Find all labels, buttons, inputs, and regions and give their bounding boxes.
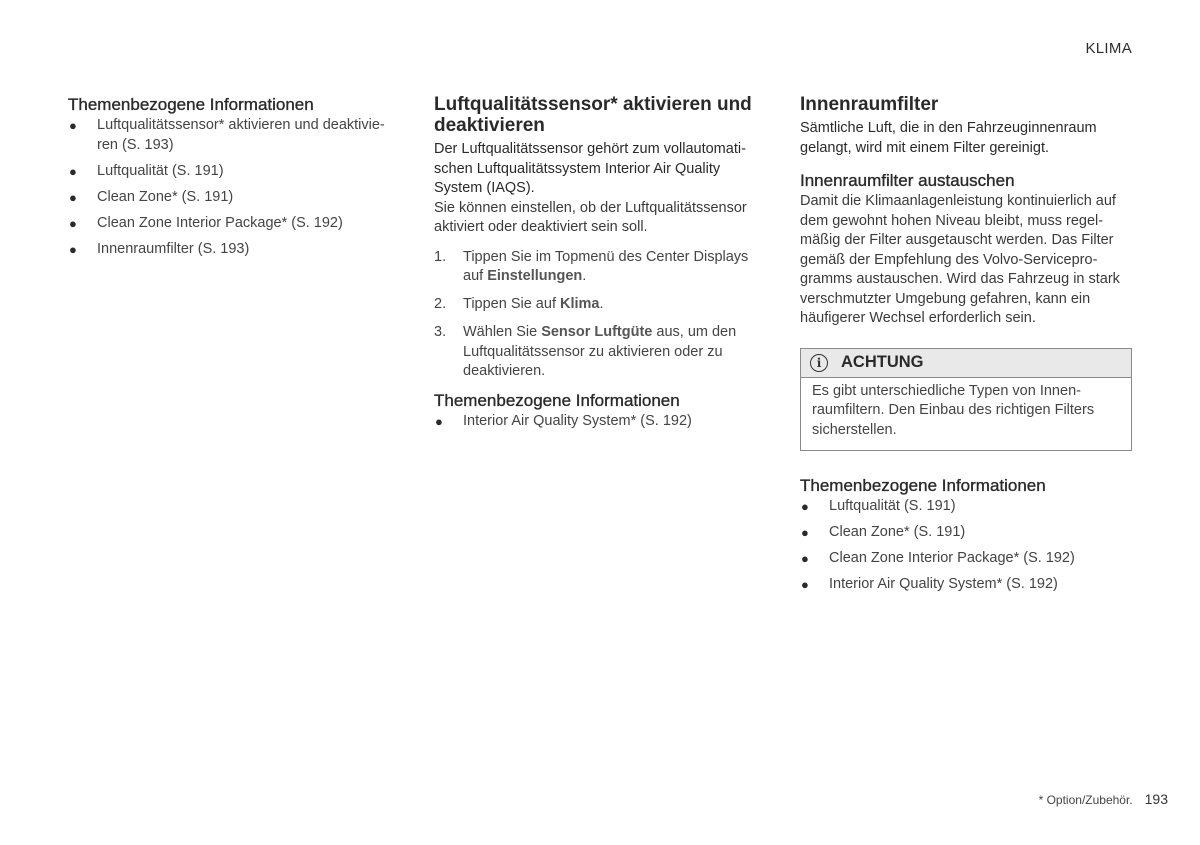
- warning-text: Es gibt unterschiedliche Typen von Innen-raumfiltern. Den Einbau des richtigen Filters sicherstellen.: [812, 382, 1095, 438]
- bullet-icon: ●: [801, 577, 809, 592]
- related-link: Luftqualität (S. 191): [829, 498, 956, 514]
- description-text: Sie können einstellen, ob der Luftqualitätssensor aktiviert oder deaktiviert sein soll.: [434, 199, 747, 235]
- column-middle: [434, 94, 769, 438]
- section-title: KLIMA: [1085, 40, 1132, 57]
- related-info-heading: Themenbezogene Informationen: [68, 95, 314, 114]
- related-link: Luftqualität (S. 191): [97, 162, 224, 179]
- step-number: 1.: [434, 248, 447, 265]
- list-item[interactable]: [800, 575, 1132, 595]
- list-item[interactable]: [800, 497, 1132, 517]
- list-item[interactable]: [68, 214, 403, 234]
- related-link: Clean Zone* (S. 191): [829, 524, 966, 540]
- menu-term: Sensor Luftgüte: [541, 324, 653, 340]
- column-right: [800, 94, 1132, 601]
- bullet-icon: ●: [435, 414, 443, 429]
- footnote: * Option/Zubehör.: [1038, 793, 1133, 807]
- warning-header: [801, 349, 1131, 378]
- related-info-list: [434, 412, 769, 432]
- list-item[interactable]: [68, 162, 403, 182]
- step-number: 3.: [434, 324, 447, 340]
- related-link: Interior Air Quality System* (S. 192): [463, 413, 692, 429]
- step-text-end: .: [582, 268, 587, 284]
- bullet-icon: ●: [801, 551, 809, 566]
- menu-term: Einstellungen: [487, 268, 583, 284]
- list-item[interactable]: [68, 116, 403, 155]
- step-number: 2.: [434, 296, 447, 312]
- bullet-icon: ●: [69, 118, 77, 133]
- related-info-heading: Themenbezogene Informationen: [434, 391, 680, 410]
- page-footer: [1039, 791, 1168, 807]
- related-link: Clean Zone Interior Package* (S. 192): [829, 550, 1075, 566]
- related-info-heading: Themenbezogene Informationen: [800, 476, 1046, 495]
- step-text: Tippen Sie im Topmenü des Center Displays auf: [463, 248, 749, 284]
- step-text-end: .: [599, 296, 604, 312]
- sub-heading: Innenraumfilter austauschen: [800, 171, 1015, 190]
- warning-box: [800, 348, 1132, 452]
- page-number: 193: [1144, 791, 1168, 807]
- steps-list: [434, 248, 769, 382]
- body-text: Damit die Klimaanlagenleistung kontinuierlich auf dem gewohnt hohen Niveau bleibt, muss regel-mäßig der Filter ausgetauscht werden. Das Filter gemäß der Empfehlung des Volvo-Servicepro-gramms austauschen. Wird das Fahrzeug in stark verschmutzter Umgebung gefahren, kann ein häufigerer Wechsel erforderlich sein.: [800, 193, 1120, 326]
- step-text: Tippen Sie auf: [463, 296, 560, 312]
- bullet-icon: ●: [69, 163, 77, 179]
- section-heading: Luftqualitätssensor* aktivieren und deaktivieren: [434, 94, 752, 136]
- column-left: [68, 94, 403, 266]
- list-item[interactable]: [68, 188, 403, 208]
- list-item[interactable]: [68, 240, 403, 260]
- bullet-icon: ●: [801, 499, 809, 514]
- intro-text: Der Luftqualitätssensor gehört zum vollautomati-schen Luftqualitätssystem Interior Air Quality System (IAQS).: [434, 141, 746, 196]
- bullet-icon: ●: [69, 241, 77, 257]
- section-heading: Innenraumfilter: [800, 94, 939, 115]
- bullet-icon: ●: [69, 215, 77, 231]
- list-item[interactable]: [800, 523, 1132, 543]
- bullet-icon: ●: [801, 525, 809, 540]
- related-link: Innenraumfilter (S. 193): [97, 240, 250, 257]
- related-link: Interior Air Quality System* (S. 192): [829, 576, 1058, 592]
- step-item: [434, 248, 769, 287]
- step-item: [434, 323, 769, 382]
- related-info-list: [68, 116, 403, 259]
- related-info-list: [800, 497, 1132, 595]
- list-item[interactable]: [434, 412, 769, 432]
- step-item: [434, 295, 769, 315]
- bullet-icon: ●: [69, 189, 77, 205]
- warning-body: [801, 378, 1131, 451]
- step-text: Wählen Sie: [463, 324, 542, 340]
- intro-text: Sämtliche Luft, die in den Fahrzeuginnenraum gelangt, wird mit einem Filter gereinigt.: [800, 120, 1097, 156]
- menu-term: Klima: [560, 296, 600, 312]
- info-icon: i: [810, 354, 828, 372]
- related-link: Clean Zone* (S. 191): [97, 188, 234, 205]
- related-link: Luftqualitätssensor* aktivieren und deaktivie- ren (S. 193): [97, 117, 385, 153]
- step-text-end: aus, um den Luftqualitätssensor zu aktivieren oder zu deaktivieren.: [463, 324, 737, 379]
- list-item[interactable]: [800, 549, 1132, 569]
- warning-title: ACHTUNG: [841, 353, 924, 371]
- related-link: Clean Zone Interior Package* (S. 192): [97, 214, 343, 231]
